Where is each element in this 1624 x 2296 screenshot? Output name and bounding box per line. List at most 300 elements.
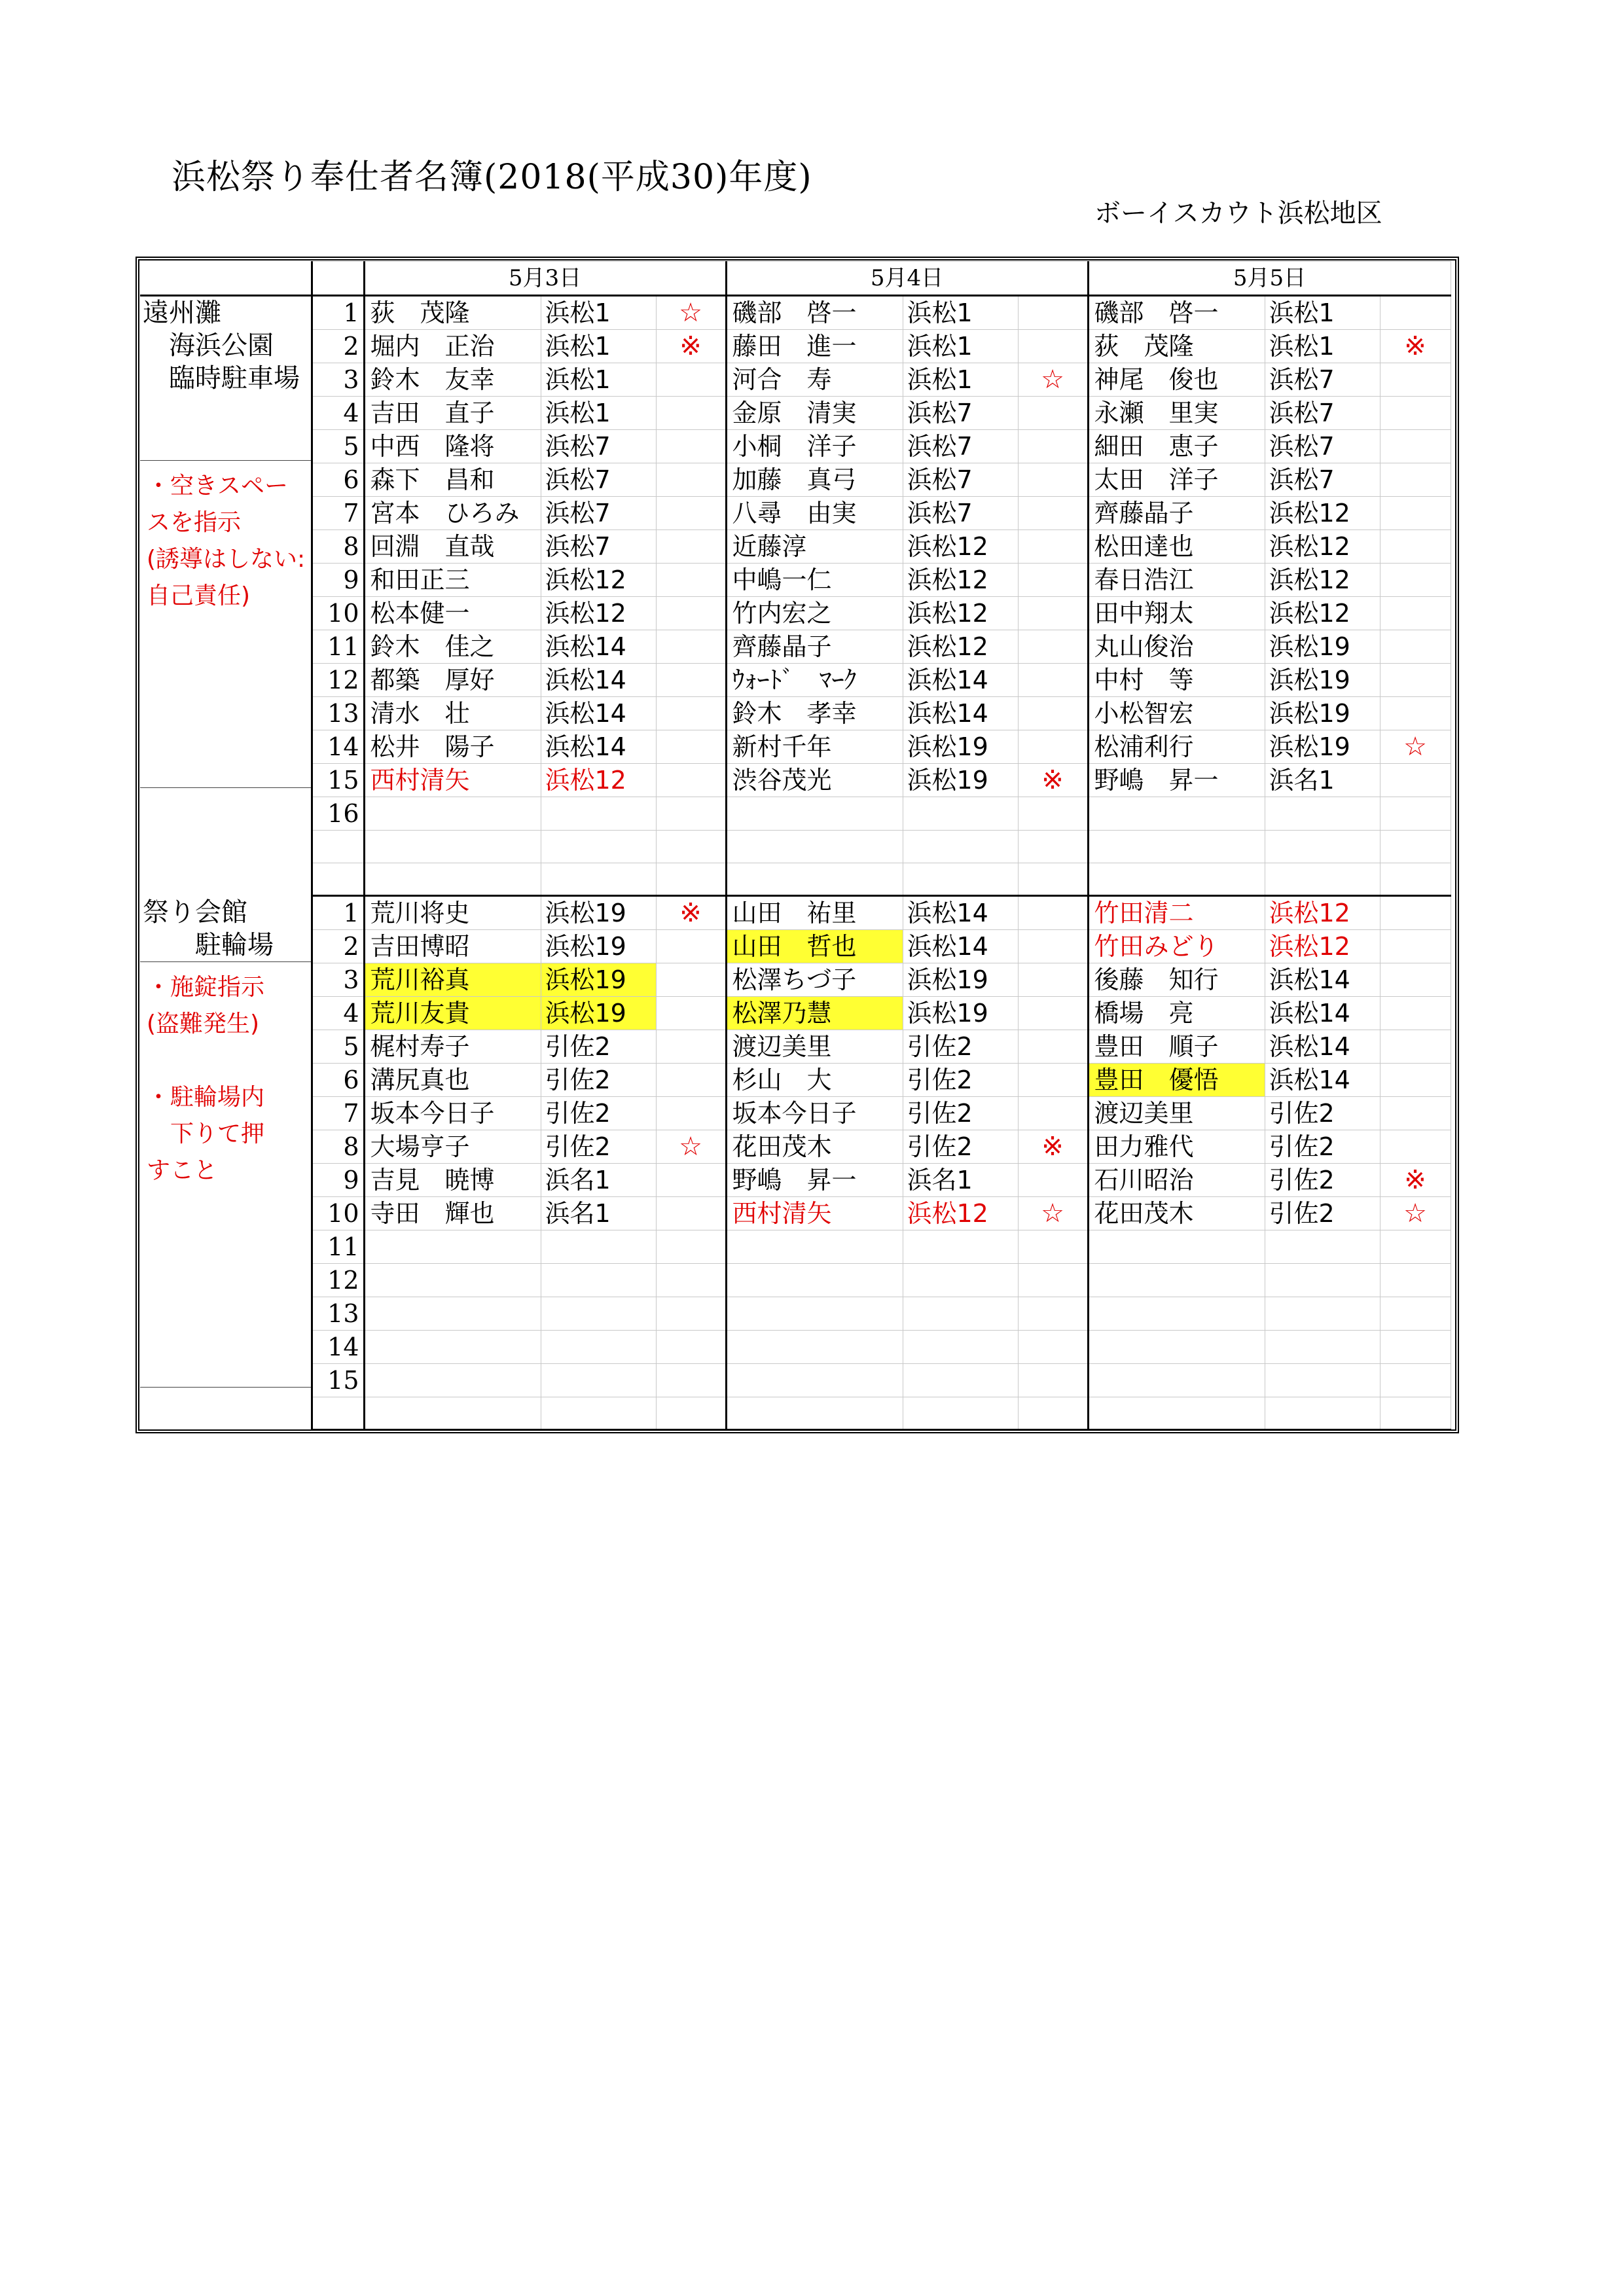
note-mark	[656, 764, 726, 797]
troop-group: 浜松14	[1265, 1064, 1380, 1097]
note-mark	[1380, 1064, 1451, 1097]
note-mark	[656, 397, 726, 430]
troop-group	[903, 1230, 1018, 1264]
troop-group: 引佐2	[1265, 1164, 1380, 1197]
note-mark	[1018, 997, 1088, 1030]
volunteer-name: 竹田清二	[1088, 896, 1265, 930]
note-mark	[1380, 1364, 1451, 1397]
troop-group: 浜松14	[903, 930, 1018, 963]
row-number: 11	[312, 630, 364, 664]
volunteer-name: 西村清矢	[364, 764, 541, 797]
row-number: 9	[312, 564, 364, 597]
table-row	[140, 463, 1451, 497]
row-number	[312, 831, 364, 863]
note-mark	[1018, 1397, 1088, 1430]
volunteer-name: 吉田博昭	[364, 930, 541, 963]
note-mark	[1018, 730, 1088, 764]
troop-group: 引佐2	[1265, 1097, 1380, 1130]
note-mark	[1018, 1064, 1088, 1097]
troop-group: 浜松12	[1265, 564, 1380, 597]
troop-group: 浜松14	[1265, 1030, 1380, 1064]
troop-group: 引佐2	[541, 1130, 656, 1164]
troop-group: 引佐2	[541, 1064, 656, 1097]
note-mark	[1380, 863, 1451, 896]
note-mark	[1018, 1331, 1088, 1364]
note-mark	[656, 997, 726, 1030]
note-mark: ☆	[656, 296, 726, 330]
note-mark	[1380, 597, 1451, 630]
note-mark	[1380, 530, 1451, 564]
note-mark	[656, 564, 726, 597]
troop-group: 浜松19	[903, 997, 1018, 1030]
table-row	[140, 430, 1451, 463]
note-divider	[140, 1387, 311, 1388]
row-number: 11	[312, 1230, 364, 1264]
troop-group: 浜松19	[541, 930, 656, 963]
troop-group	[903, 1397, 1018, 1430]
note-mark	[1018, 1164, 1088, 1197]
area-name: 祭り会館 駐輪場	[143, 897, 274, 960]
row-number: 7	[312, 497, 364, 530]
table-row	[140, 997, 1451, 1030]
volunteer-name: 田中翔太	[1088, 597, 1265, 630]
volunteer-name: 松本健一	[364, 597, 541, 630]
troop-group: 浜松12	[903, 1197, 1018, 1230]
volunteer-name: 和田正三	[364, 564, 541, 597]
troop-group: 浜松14	[541, 664, 656, 697]
table-row	[140, 1064, 1451, 1097]
volunteer-name: 溝尻真也	[364, 1064, 541, 1097]
volunteer-name: 渋谷茂光	[726, 764, 903, 797]
volunteer-name	[1088, 831, 1265, 863]
troop-group	[903, 1331, 1018, 1364]
row-number: 1	[312, 296, 364, 330]
volunteer-name: 松澤乃慧	[726, 997, 903, 1030]
volunteer-name: 近藤淳	[726, 530, 903, 564]
troop-group: 浜松1	[903, 330, 1018, 363]
volunteer-name: 小松智宏	[1088, 697, 1265, 730]
volunteer-name: 坂本今日子	[364, 1097, 541, 1130]
row-number: 1	[312, 896, 364, 930]
note-mark	[1380, 397, 1451, 430]
volunteer-name: 松澤ちづ子	[726, 963, 903, 997]
row-number: 13	[312, 697, 364, 730]
volunteer-name: 橋場 亮	[1088, 997, 1265, 1030]
volunteer-name	[364, 1364, 541, 1397]
note-mark	[1380, 497, 1451, 530]
troop-group: 浜松7	[541, 430, 656, 463]
volunteer-name: 中嶋一仁	[726, 564, 903, 597]
volunteer-name: 神尾 俊也	[1088, 363, 1265, 397]
troop-group: 浜松1	[1265, 296, 1380, 330]
note-mark	[1018, 430, 1088, 463]
troop-group: 浜松7	[541, 497, 656, 530]
row-number: 3	[312, 963, 364, 997]
note-mark	[1380, 1130, 1451, 1164]
troop-group	[541, 1331, 656, 1364]
troop-group: 引佐2	[541, 1030, 656, 1064]
troop-group	[1265, 1397, 1380, 1430]
row-number: 9	[312, 1164, 364, 1197]
troop-group: 浜松14	[903, 664, 1018, 697]
note-divider	[140, 460, 311, 461]
troop-group	[903, 831, 1018, 863]
troop-group	[541, 1397, 656, 1430]
troop-group: 浜松12	[1265, 597, 1380, 630]
note-mark	[1018, 630, 1088, 664]
area-name: 遠州灘 海浜公園 臨時駐車場	[143, 298, 300, 393]
note-mark	[1018, 1264, 1088, 1297]
note-mark	[1380, 1230, 1451, 1264]
troop-group: 浜松12	[903, 630, 1018, 664]
troop-group: 浜松1	[541, 363, 656, 397]
document-title: 浜松祭り奉仕者名簿(2018(平成30)年度)	[171, 158, 812, 197]
volunteer-name: 豊田 優悟	[1088, 1064, 1265, 1097]
troop-group: 浜松19	[903, 730, 1018, 764]
note-mark	[656, 530, 726, 564]
troop-group	[541, 863, 656, 896]
volunteer-name	[364, 831, 541, 863]
troop-group: 浜松7	[541, 463, 656, 497]
volunteer-name: 杉山 大	[726, 1064, 903, 1097]
volunteer-name	[726, 1297, 903, 1331]
volunteer-name: 都築 厚好	[364, 664, 541, 697]
troop-group: 浜松7	[541, 530, 656, 564]
note-mark: ※	[1380, 1164, 1451, 1197]
volunteer-name: 豊田 順子	[1088, 1030, 1265, 1064]
note-mark	[1018, 963, 1088, 997]
note-mark	[656, 463, 726, 497]
note-mark	[1380, 797, 1451, 831]
note-mark	[656, 797, 726, 831]
volunteer-name	[1088, 1264, 1265, 1297]
note-mark	[1018, 930, 1088, 963]
table-row	[140, 863, 1451, 896]
troop-group	[1265, 1331, 1380, 1364]
table-row	[140, 730, 1451, 764]
troop-group: 浜松19	[541, 997, 656, 1030]
volunteer-name	[1088, 1397, 1265, 1430]
note-mark	[656, 1164, 726, 1197]
note-mark	[1018, 530, 1088, 564]
table-row	[140, 330, 1451, 363]
volunteer-name: 吉田 直子	[364, 397, 541, 430]
troop-group	[1265, 1230, 1380, 1264]
volunteer-name: 山田 哲也	[726, 930, 903, 963]
table-row	[140, 1097, 1451, 1130]
row-number: 6	[312, 1064, 364, 1097]
volunteer-name	[726, 863, 903, 896]
troop-group: 浜松19	[1265, 730, 1380, 764]
volunteer-name: 荒川友貴	[364, 997, 541, 1030]
volunteer-name: 森下 昌和	[364, 463, 541, 497]
volunteer-name	[364, 1397, 541, 1430]
volunteer-name: 細田 恵子	[1088, 430, 1265, 463]
row-number: 16	[312, 797, 364, 831]
troop-group	[903, 1297, 1018, 1331]
row-number: 3	[312, 363, 364, 397]
note-divider	[140, 961, 311, 962]
note-mark	[656, 1097, 726, 1130]
troop-group: 浜松19	[1265, 664, 1380, 697]
note-mark: ※	[656, 330, 726, 363]
troop-group: 浜松14	[903, 896, 1018, 930]
troop-group: 浜松7	[1265, 363, 1380, 397]
row-number: 2	[312, 930, 364, 963]
note-mark: ☆	[1380, 1197, 1451, 1230]
area-cell-2	[140, 896, 312, 1430]
table-row	[140, 1331, 1451, 1364]
volunteer-name: 小桐 洋子	[726, 430, 903, 463]
note-mark	[1018, 1030, 1088, 1064]
troop-group: 浜松7	[903, 397, 1018, 430]
table-row	[140, 697, 1451, 730]
note-mark	[1018, 564, 1088, 597]
troop-group: 浜松14	[541, 730, 656, 764]
note-mark	[656, 1064, 726, 1097]
note-mark	[1380, 430, 1451, 463]
area-note: ・空きスペースを指示 (誘導はしない:自己責任)	[147, 473, 306, 609]
area-note: ・施錠指示 (盗難発生) ・駐輪場内 下りて押 すこと	[147, 973, 265, 1184]
volunteer-name: ｳｫｰﾄﾞ ﾏｰｸ	[726, 664, 903, 697]
volunteer-name	[726, 1397, 903, 1430]
troop-group: 浜松12	[541, 764, 656, 797]
troop-group: 浜松1	[1265, 330, 1380, 363]
volunteer-name: 松浦利行	[1088, 730, 1265, 764]
volunteer-name	[726, 1264, 903, 1297]
note-mark	[1018, 797, 1088, 831]
volunteer-name: 吉見 暁博	[364, 1164, 541, 1197]
volunteer-name: 山田 祐里	[726, 896, 903, 930]
volunteer-name	[1088, 1230, 1265, 1264]
troop-group	[1265, 863, 1380, 896]
volunteer-name: 後藤 知行	[1088, 963, 1265, 997]
note-mark	[1380, 630, 1451, 664]
troop-group: 浜名1	[1265, 764, 1380, 797]
row-number: 4	[312, 397, 364, 430]
note-mark: ☆	[1018, 363, 1088, 397]
note-mark	[1380, 1097, 1451, 1130]
volunteer-name	[1088, 1331, 1265, 1364]
table-row	[140, 930, 1451, 963]
troop-group	[1265, 1264, 1380, 1297]
troop-group: 浜松19	[1265, 630, 1380, 664]
troop-group	[903, 797, 1018, 831]
note-mark	[1380, 963, 1451, 997]
note-mark	[1380, 1030, 1451, 1064]
troop-group: 浜松14	[541, 697, 656, 730]
note-mark	[1380, 896, 1451, 930]
note-mark	[1380, 463, 1451, 497]
note-mark: ※	[1018, 764, 1088, 797]
troop-group: 引佐2	[903, 1064, 1018, 1097]
troop-group: 浜松7	[903, 430, 1018, 463]
table-row	[140, 896, 1451, 930]
troop-group: 浜松12	[903, 564, 1018, 597]
note-mark	[1380, 1397, 1451, 1430]
note-mark	[1018, 831, 1088, 863]
header-number-cell	[312, 262, 364, 296]
volunteer-name: 竹田みどり	[1088, 930, 1265, 963]
troop-group	[1265, 797, 1380, 831]
note-mark	[1380, 1297, 1451, 1331]
note-mark	[1018, 1297, 1088, 1331]
note-mark	[1380, 1264, 1451, 1297]
table-row	[140, 764, 1451, 797]
row-number: 4	[312, 997, 364, 1030]
table-row	[140, 363, 1451, 397]
volunteer-name: 竹内宏之	[726, 597, 903, 630]
note-mark	[656, 1030, 726, 1064]
volunteer-name: 荒川裕真	[364, 963, 541, 997]
troop-group	[903, 1364, 1018, 1397]
table-row	[140, 1197, 1451, 1230]
row-number: 12	[312, 664, 364, 697]
note-mark	[1018, 1364, 1088, 1397]
troop-group: 引佐2	[1265, 1130, 1380, 1164]
note-mark	[656, 1331, 726, 1364]
volunteer-name	[364, 1230, 541, 1264]
note-mark	[1380, 930, 1451, 963]
note-mark	[1018, 1097, 1088, 1130]
troop-group	[541, 1364, 656, 1397]
volunteer-name	[726, 831, 903, 863]
troop-group	[541, 831, 656, 863]
day-header-3: 5月5日	[1088, 262, 1451, 296]
header-row	[140, 262, 1451, 296]
note-mark	[656, 1397, 726, 1430]
volunteer-name: 松田達也	[1088, 530, 1265, 564]
table-row	[140, 630, 1451, 664]
row-number: 13	[312, 1297, 364, 1331]
volunteer-name	[364, 1264, 541, 1297]
volunteer-name: 西村清矢	[726, 1197, 903, 1230]
troop-group: 浜松12	[1265, 497, 1380, 530]
area-cell-1	[140, 296, 312, 896]
table-row	[140, 597, 1451, 630]
note-mark	[1380, 1331, 1451, 1364]
troop-group: 浜松12	[903, 530, 1018, 564]
area-box	[140, 896, 311, 1420]
table-row	[140, 797, 1451, 831]
row-number: 8	[312, 530, 364, 564]
row-number: 2	[312, 330, 364, 363]
volunteer-name: 中西 隆将	[364, 430, 541, 463]
note-mark	[1018, 863, 1088, 896]
table-row	[140, 1364, 1451, 1397]
volunteer-name: 渡辺美里	[1088, 1097, 1265, 1130]
volunteer-name: 花田茂木	[1088, 1197, 1265, 1230]
volunteer-name: 石川昭治	[1088, 1164, 1265, 1197]
troop-group	[1265, 831, 1380, 863]
volunteer-name: 鈴木 孝幸	[726, 697, 903, 730]
note-mark	[656, 831, 726, 863]
troop-group: 浜松1	[541, 397, 656, 430]
note-mark	[656, 1364, 726, 1397]
troop-group: 浜松14	[541, 630, 656, 664]
troop-group: 浜松1	[541, 330, 656, 363]
organization-name: ボーイスカウト浜松地区	[1094, 198, 1382, 228]
day-header-2: 5月4日	[726, 262, 1088, 296]
troop-group: 浜松19	[1265, 697, 1380, 730]
note-mark: ※	[656, 896, 726, 930]
volunteer-name: 回淵 直哉	[364, 530, 541, 564]
note-mark	[1380, 664, 1451, 697]
note-mark	[656, 730, 726, 764]
troop-group: 浜松12	[903, 597, 1018, 630]
note-mark	[656, 1230, 726, 1264]
row-number: 14	[312, 730, 364, 764]
troop-group: 浜松14	[1265, 997, 1380, 1030]
troop-group: 浜松19	[903, 764, 1018, 797]
volunteer-name: 渡辺美里	[726, 1030, 903, 1064]
note-mark: ※	[1380, 330, 1451, 363]
volunteer-name	[364, 1331, 541, 1364]
row-number: 14	[312, 1331, 364, 1364]
note-mark: ※	[1018, 1130, 1088, 1164]
troop-group: 引佐2	[903, 1030, 1018, 1064]
table-row	[140, 296, 1451, 330]
volunteer-name: 荒川将史	[364, 896, 541, 930]
note-mark	[1018, 497, 1088, 530]
table-row	[140, 1230, 1451, 1264]
note-mark	[1018, 397, 1088, 430]
volunteer-name	[726, 1230, 903, 1264]
troop-group: 浜名1	[541, 1197, 656, 1230]
note-mark	[1380, 831, 1451, 863]
table-row	[140, 1264, 1451, 1297]
troop-group: 浜松7	[1265, 463, 1380, 497]
row-number: 15	[312, 764, 364, 797]
volunteer-name: 鈴木 佳之	[364, 630, 541, 664]
volunteer-name	[726, 797, 903, 831]
troop-group: 浜松12	[541, 564, 656, 597]
volunteer-name: 丸山俊治	[1088, 630, 1265, 664]
volunteer-name: 梶村寿子	[364, 1030, 541, 1064]
roster-body	[140, 262, 1451, 1430]
volunteer-name: 荻 茂隆	[1088, 330, 1265, 363]
volunteer-name: 清水 壮	[364, 697, 541, 730]
volunteer-name: 松井 陽子	[364, 730, 541, 764]
volunteer-name: 加藤 真弓	[726, 463, 903, 497]
volunteer-name: 太田 洋子	[1088, 463, 1265, 497]
note-mark	[1380, 997, 1451, 1030]
volunteer-name: 磯部 啓一	[1088, 296, 1265, 330]
roster-table	[140, 261, 1451, 1431]
volunteer-name	[726, 1331, 903, 1364]
troop-group: 浜名1	[903, 1164, 1018, 1197]
row-number: 10	[312, 597, 364, 630]
table-row	[140, 1130, 1451, 1164]
note-mark	[1018, 697, 1088, 730]
troop-group: 浜松19	[541, 963, 656, 997]
troop-group: 浜松1	[541, 296, 656, 330]
volunteer-name: 藤田 進一	[726, 330, 903, 363]
volunteer-name: 金原 清実	[726, 397, 903, 430]
row-number: 15	[312, 1364, 364, 1397]
volunteer-name: 野嶋 昇一	[726, 1164, 903, 1197]
troop-group: 浜松12	[1265, 530, 1380, 564]
row-number: 8	[312, 1130, 364, 1164]
troop-group: 浜松19	[903, 963, 1018, 997]
note-mark	[1380, 363, 1451, 397]
volunteer-name	[1088, 1364, 1265, 1397]
troop-group: 浜松7	[903, 497, 1018, 530]
volunteer-name: 鈴木 友幸	[364, 363, 541, 397]
volunteer-name	[1088, 1297, 1265, 1331]
volunteer-name: 磯部 啓一	[726, 296, 903, 330]
troop-group	[541, 1230, 656, 1264]
